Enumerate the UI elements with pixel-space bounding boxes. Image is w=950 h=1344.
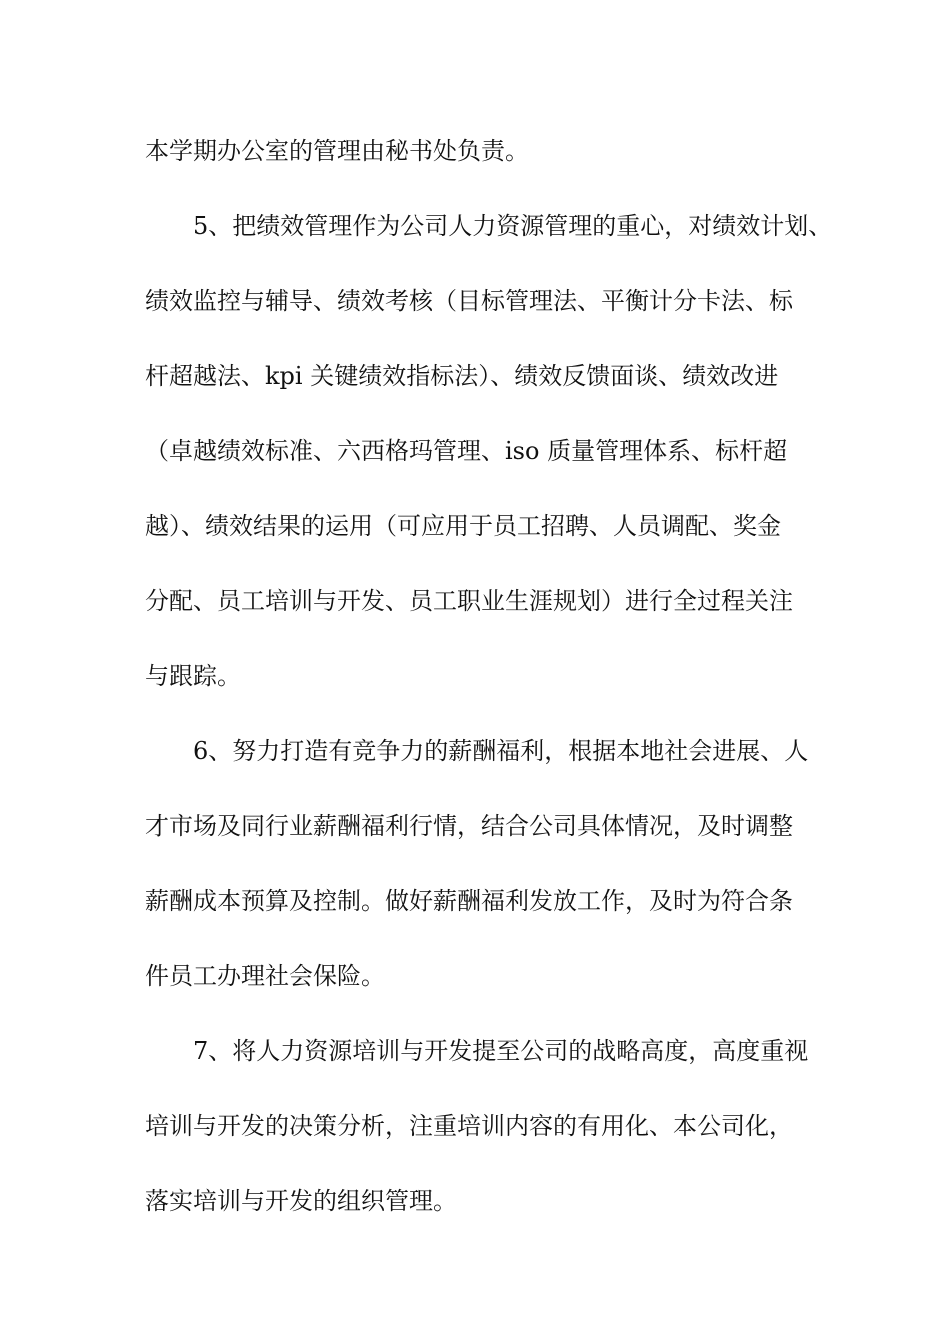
text-line: 落实培训与开发的组织管理。 <box>145 1187 457 1215</box>
text-line: 薪酬成本预算及控制。做好薪酬福利发放工作，及时为符合条 <box>145 887 793 915</box>
text-line: 培训与开发的决策分析，注重培训内容的有用化、本公司化， <box>145 1112 793 1140</box>
text-line: 杆超越法、kpi 关键绩效指标法）、绩效反馈面谈、绩效改进 <box>145 362 779 390</box>
item-6-first-line: 6、努力打造有竞争力的薪酬福利，根据本地社会进展、人 <box>193 737 809 765</box>
text-line: 越）、绩效结果的运用（可应用于员工招聘、人员调配、奖金 <box>145 512 781 540</box>
item-5-first-line: 5、把绩效管理作为公司人力资源管理的重心，对绩效计划、 <box>193 212 833 240</box>
text-line: （卓越绩效标准、六西格玛管理、iso 质量管理体系、标杆超 <box>145 437 788 465</box>
text-line: 与跟踪。 <box>145 662 241 690</box>
text-line: 本学期办公室的管理由秘书处负责。 <box>145 137 529 165</box>
text-line: 分配、员工培训与开发、员工职业生涯规划）进行全过程关注 <box>145 587 793 615</box>
item-7-first-line: 7、将人力资源培训与开发提至公司的战略高度，高度重视 <box>193 1037 809 1065</box>
text-line: 绩效监控与辅导、绩效考核（目标管理法、平衡计分卡法、标 <box>145 287 793 315</box>
text-line: 件员工办理社会保险。 <box>145 962 385 990</box>
text-line: 才市场及同行业薪酬福利行情，结合公司具体情况，及时调整 <box>145 812 793 840</box>
